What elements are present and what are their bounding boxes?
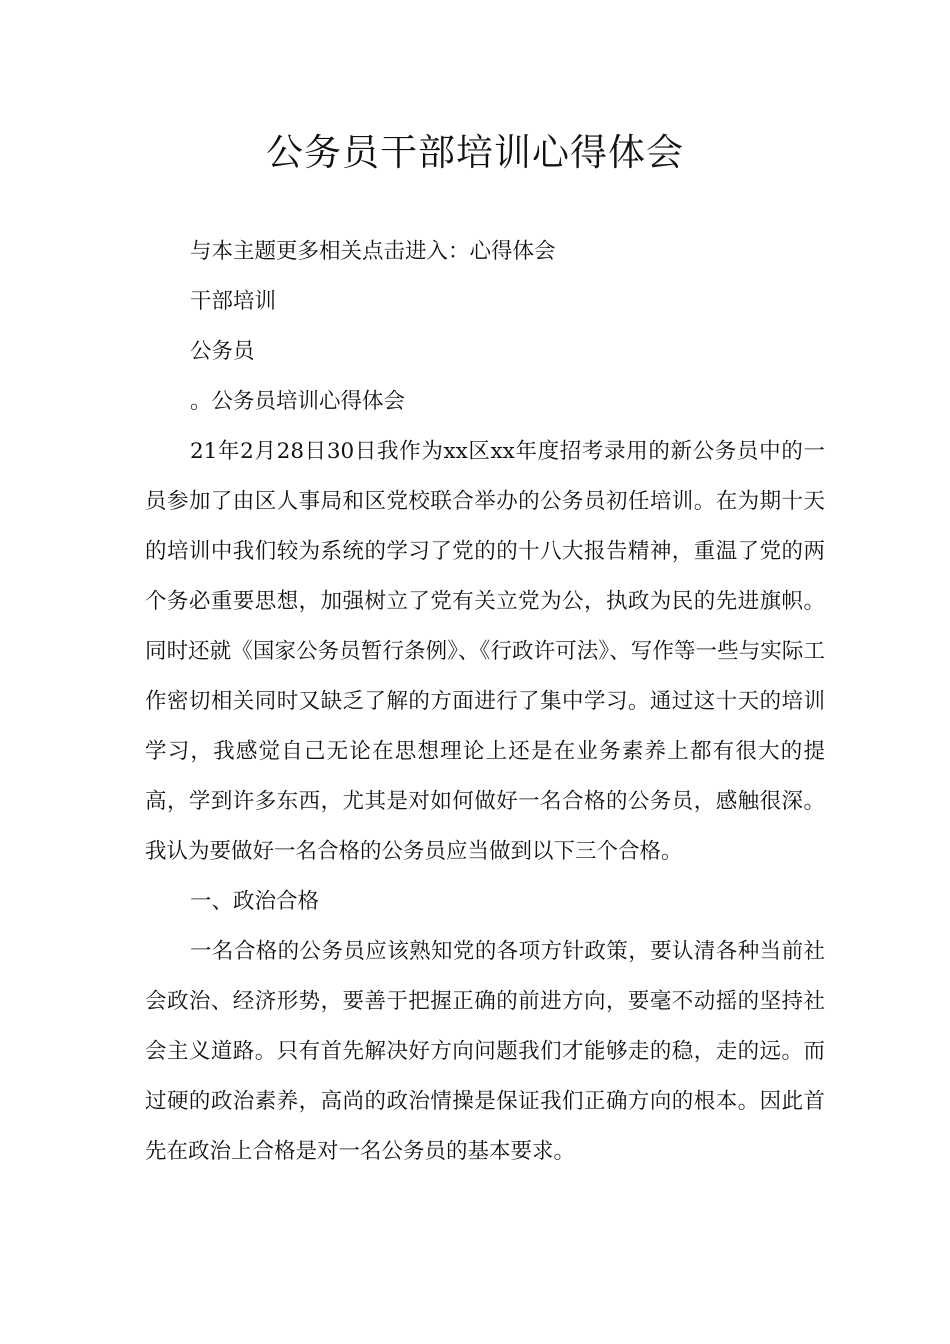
- related-topics-line: 与本主题更多相关点击进入：心得体会: [190, 239, 556, 264]
- subtitle-line: 。公务员培训心得体会: [190, 389, 406, 414]
- tag-line-civil-servant: 公务员: [190, 339, 255, 364]
- body-paragraph: 21年2月28日30日我作为xx区xx年度招考录用的新公务员中的一员参加了由区人事局和区党校联合举办的公务员初任培训。在为期十天的培训中我们较为系统的学习了党的的十八大报告精神，重温了党的两个务必重要思想，加强树立了党有关立党为公，执政为民的先进旗帜。同时还就《国家公务员暂行条例》、《行政许可法》、写作等一些与实际工作密切相关同时又缺乏了解的方面进行了集中学习。通过这十天的培训学习，我感觉自己无论在思想理论上还是在业务素养上都有很大的提高，学到许多东西，尤其是对如何做好一名合格的公务员，感触很深。我认为要做好一名合格的公务员应当做到以下三个合格。: [145, 439, 825, 864]
- body-paragraph: 一名合格的公务员应该熟知党的各项方针政策，要认清各种当前社会政治、经济形势，要善于把握正确的前进方向，要毫不动摇的坚持社会主义道路。只有首先解决好方向问题我们才能够走的稳，走的远。而过硬的政治素养，高尚的政治情操是保证我们正确方向的根本。因此首先在政治上合格是对一名公务员的基本要求。: [145, 939, 825, 1164]
- tag-line-cadre-training: 干部培训: [190, 289, 277, 314]
- document-body: [145, 227, 825, 1177]
- section-heading: 一、政治合格: [190, 889, 320, 914]
- document-title: 公务员干部培训心得体会: [266, 131, 684, 174]
